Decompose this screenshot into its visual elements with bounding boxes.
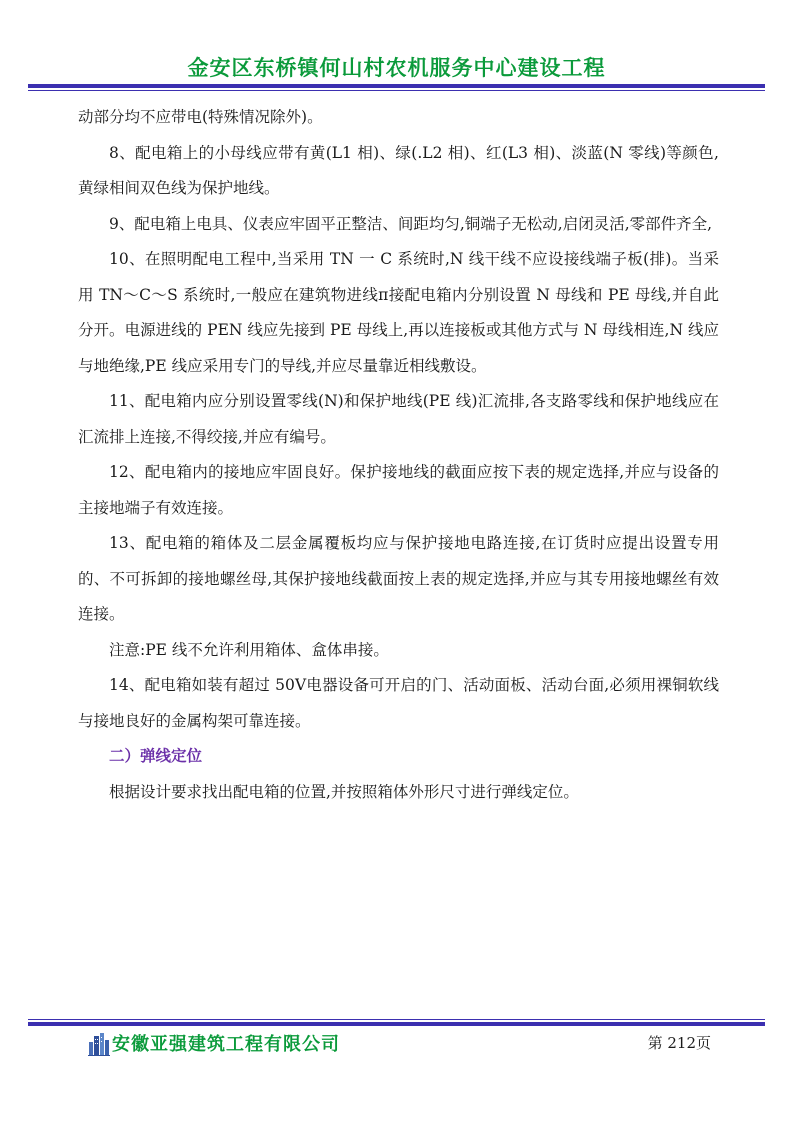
- footer-divider-thin: [28, 1019, 765, 1020]
- paragraph: 8、配电箱上的小母线应带有黄(L1 相)、绿(.L2 相)、红(L3 相)、淡蓝(N 零线)等颜色,黄绿相间双色线为保护地线。: [78, 143, 719, 197]
- paragraph: 14、配电箱如装有超过 50Ⅴ电器设备可开启的门、活动面板、活动台面,必须用裸铜软线与接地良好的金属构架可靠连接。: [78, 676, 719, 730]
- paragraph: 动部分均不应带电(特殊情况除外)。: [78, 108, 323, 126]
- document-body: [78, 100, 719, 810]
- page-number: 第 212页: [647, 1034, 711, 1052]
- paragraph: 10、在照明配电工程中,当采用 TN 一 C 系统时,N 线干线不应设接线端子板(排)。当采用 TN～C～S 系统时,一般应在建筑物进线π接配电箱内分别设置 N 母线和 PE 母线,并自此分开。电源进线的 PEN 线应先接到 PE 母线上,再以连接板或其他方式与 N 母线相连,N 线应与地绝缘,PE 线应采用专门的导线,并应尽量靠近相线敷设。: [78, 250, 719, 375]
- page-footer: [0, 1026, 793, 1066]
- paragraph: 根据设计要求找出配电箱的位置,并按照箱体外形尺寸进行弹线定位。: [109, 782, 579, 801]
- section-heading: 二）弹线定位: [109, 747, 203, 765]
- header-divider-thin: [28, 90, 765, 91]
- company-name: 安徽亚强建筑工程有限公司: [112, 1034, 340, 1055]
- paragraph: 9、配电箱上电具、仪表应牢固平正整洁、间距均匀,铜端子无松动,启闭灵活,零部件齐全,: [109, 214, 713, 233]
- building-logo-icon: [88, 1032, 110, 1056]
- header-divider-thick: [28, 84, 765, 88]
- paragraph: 11、配电箱内应分别设置零线(N)和保护地线(PE 线)汇流排,各支路零线和保护地线应在汇流排上连接,不得绞接,并应有编号。: [78, 392, 719, 446]
- document-header-title: 金安区东桥镇何山村农机服务中心建设工程: [187, 56, 606, 80]
- paragraph: 13、配电箱的箱体及二层金属覆板均应与保护接地电路连接,在订货时应提出设置专用的、不可拆卸的接地螺丝母,其保护接地线截面按上表的规定选择,并应与其专用接地螺丝有效连接。: [78, 534, 719, 623]
- note-paragraph: 注意:PE 线不允许利用箱体、盒体串接。: [109, 640, 389, 659]
- paragraph: 12、配电箱内的接地应牢固良好。保护接地线的截面应按下表的规定选择,并应与设备的主接地端子有效连接。: [78, 463, 719, 517]
